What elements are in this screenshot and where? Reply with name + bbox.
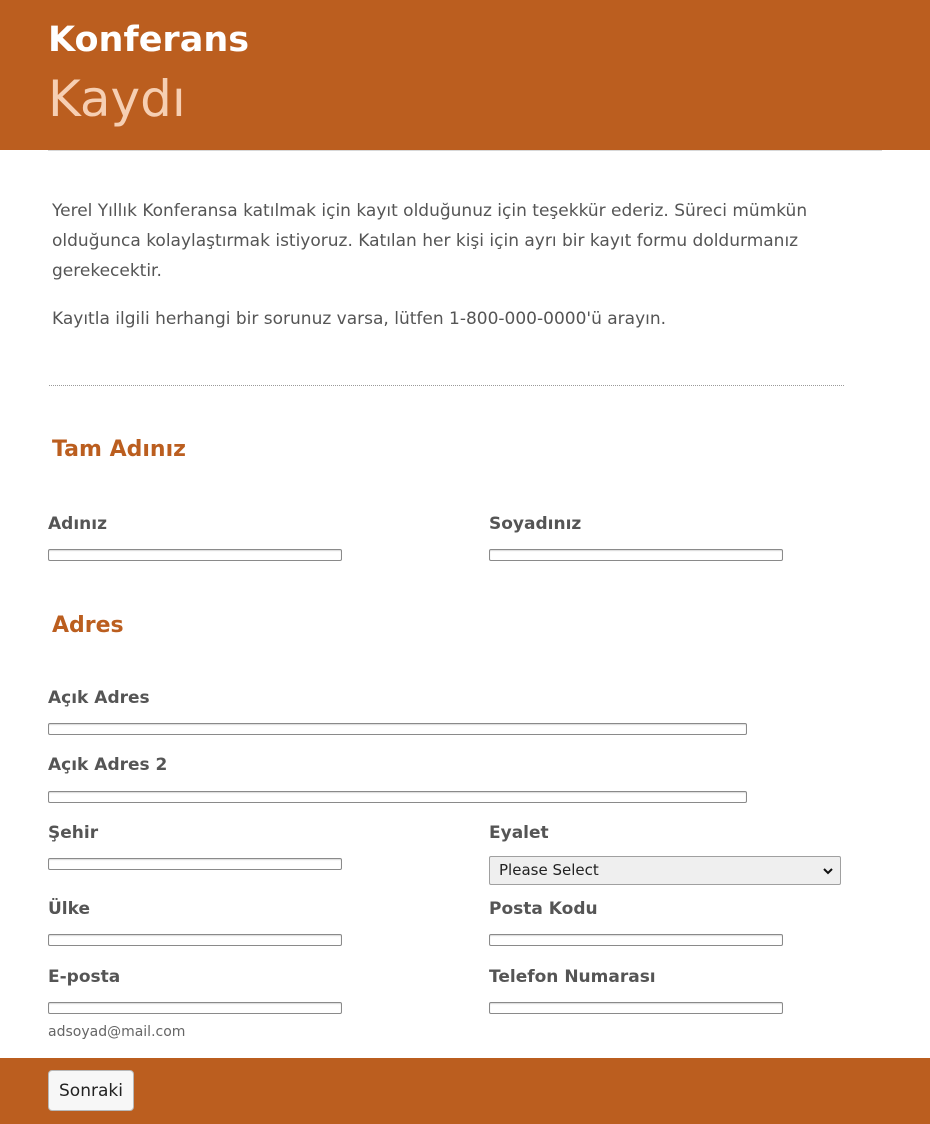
- postal-code-label: Posta Kodu: [489, 899, 598, 919]
- phone-input[interactable]: [489, 1002, 783, 1014]
- next-button[interactable]: Sonraki: [48, 1070, 134, 1111]
- first-name-input[interactable]: [48, 549, 342, 561]
- last-name-label: Soyadınız: [489, 514, 582, 534]
- state-select-value: Please Select: [499, 861, 599, 879]
- state-label: Eyalet: [489, 823, 549, 843]
- country-input[interactable]: [48, 934, 342, 946]
- intro-text: [52, 196, 842, 334]
- chevron-down-icon: [822, 865, 834, 877]
- form-title-line1: Konferans: [48, 20, 250, 60]
- city-input[interactable]: [48, 858, 342, 870]
- first-name-label: Adınız: [48, 514, 107, 534]
- form-header: [0, 0, 930, 150]
- form-title-line2: Kaydı: [48, 70, 186, 128]
- street-address-2-label: Açık Adres 2: [48, 755, 168, 775]
- intro-paragraph-2: Kayıtla ilgili herhangi bir sorunuz varsa, lütfen 1-800-000-0000'ü arayın.: [52, 309, 667, 329]
- country-label: Ülke: [48, 899, 91, 919]
- last-name-input[interactable]: [489, 549, 783, 561]
- header-divider: [48, 150, 882, 151]
- street-address-label: Açık Adres: [48, 688, 150, 708]
- section-title-full-name: Tam Adınız: [52, 437, 186, 462]
- phone-label: Telefon Numarası: [489, 967, 656, 987]
- city-label: Şehir: [48, 823, 99, 843]
- state-select[interactable]: [489, 856, 841, 885]
- intro-paragraph-1: Yerel Yıllık Konferansa katılmak için kayıt olduğunuz için teşekkür ederiz. Süreci mümkün olduğunca kolaylaştırmak istiyoruz. Katılan her kişi için ayrı bir kayıt formu doldurmanız gerekecektir.: [52, 201, 808, 281]
- section-divider: [49, 385, 844, 386]
- postal-code-input[interactable]: [489, 934, 783, 946]
- email-label: E-posta: [48, 967, 121, 987]
- email-input[interactable]: [48, 1002, 342, 1014]
- street-address-2-input[interactable]: [48, 791, 747, 803]
- email-sublabel: adsoyad@mail.com: [48, 1024, 186, 1040]
- section-title-address: Adres: [52, 613, 124, 638]
- street-address-input[interactable]: [48, 723, 747, 735]
- form-footer: [0, 1058, 930, 1124]
